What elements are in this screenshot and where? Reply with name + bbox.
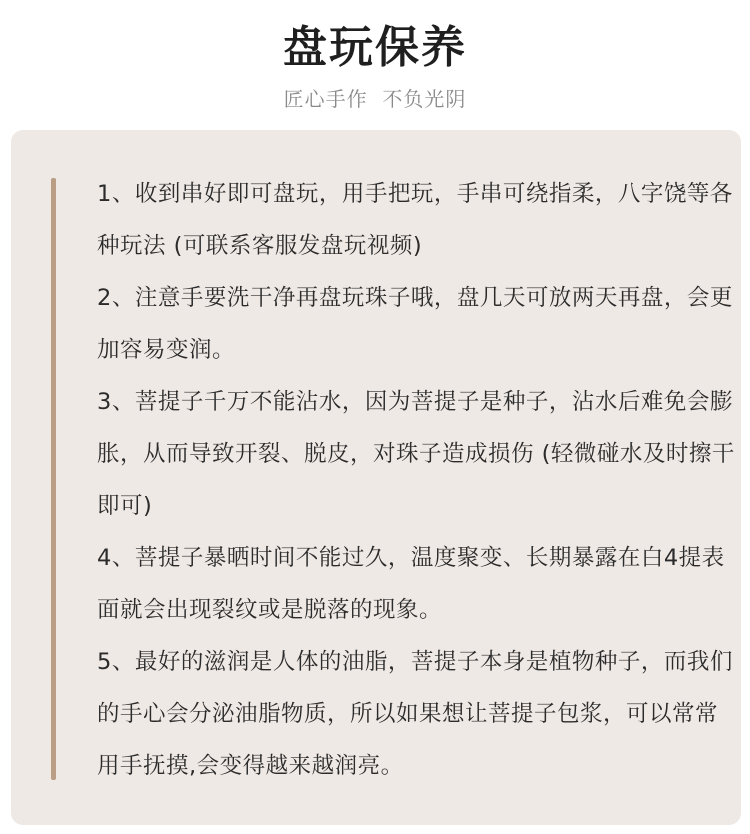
instruction-item-3: 3、菩提子千万不能沾水，因为菩提子是种子，沾水后难免会膨胀，从而导致开裂、脱皮，对珠子造成损伤 (轻微碰水及时擦干即可) [97, 389, 735, 519]
accent-bar [51, 178, 56, 780]
page-title: 盘玩保养 [283, 22, 467, 73]
instruction-item-2: 2、注意手要洗干净再盘玩珠子哦，盘几天可放两天再盘，会更加容易变润。 [97, 285, 733, 363]
instruction-list [97, 168, 737, 792]
instruction-item-1: 1、收到串好即可盘玩，用手把玩，手串可绕指柔，八字饶等各种玩法 (可联系客服发盘玩视频) [97, 181, 733, 259]
care-instructions-card [11, 130, 741, 825]
instruction-item-5: 5、最好的滋润是人体的油脂，菩提子本身是植物种子，而我们的手心会分泌油脂物质，所以如果想让菩提子包浆，可以常常用手抚摸,会变得越来越润亮。 [97, 649, 733, 779]
page-subtitle: 匠心手作 不负光阴 [283, 87, 467, 111]
instruction-item-4: 4、菩提子暴晒时间不能过久，温度聚变、长期暴露在白4提表面就会出现裂纹或是脱落的现象。 [97, 545, 725, 623]
